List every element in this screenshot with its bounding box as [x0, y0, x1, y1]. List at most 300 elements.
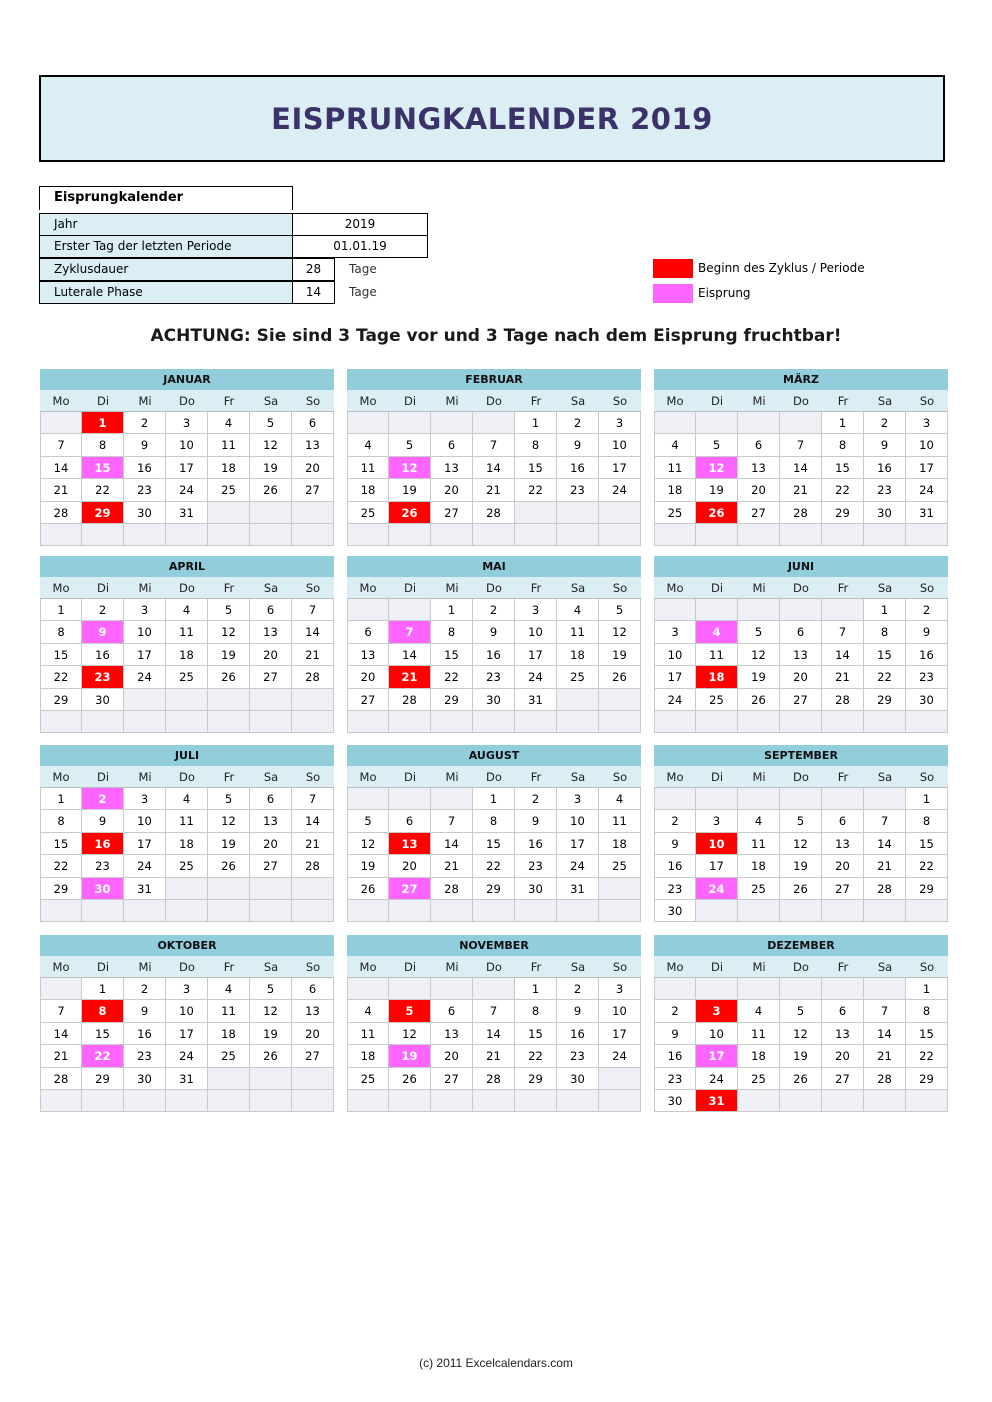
day-cell[interactable]: 30: [864, 502, 906, 524]
day-cell[interactable]: 28: [292, 855, 334, 877]
day-cell[interactable]: 26: [389, 1068, 431, 1090]
day-cell[interactable]: 16: [654, 855, 696, 877]
day-cell[interactable]: 11: [599, 810, 641, 832]
day-cell[interactable]: 14: [40, 1023, 82, 1045]
day-cell[interactable]: 2: [82, 788, 124, 810]
day-cell[interactable]: 2: [557, 412, 599, 434]
day-cell[interactable]: 5: [208, 599, 250, 621]
day-cell[interactable]: 17: [166, 457, 208, 479]
day-cell[interactable]: 9: [473, 621, 515, 643]
day-cell[interactable]: 4: [166, 788, 208, 810]
day-cell[interactable]: 24: [166, 479, 208, 501]
day-cell[interactable]: 15: [40, 833, 82, 855]
day-cell[interactable]: 24: [599, 1045, 641, 1067]
day-cell[interactable]: 20: [292, 457, 334, 479]
day-cell[interactable]: 17: [515, 644, 557, 666]
day-cell[interactable]: 26: [208, 666, 250, 688]
day-cell[interactable]: 15: [906, 833, 948, 855]
day-cell[interactable]: 20: [347, 666, 389, 688]
day-cell[interactable]: 16: [124, 1023, 166, 1045]
day-cell[interactable]: 9: [515, 810, 557, 832]
day-cell[interactable]: 8: [822, 434, 864, 456]
day-cell[interactable]: 12: [208, 810, 250, 832]
day-cell[interactable]: 1: [40, 788, 82, 810]
day-cell[interactable]: 21: [292, 833, 334, 855]
day-cell[interactable]: 3: [654, 621, 696, 643]
day-cell[interactable]: 27: [822, 1068, 864, 1090]
day-cell[interactable]: 8: [431, 621, 473, 643]
day-cell[interactable]: 11: [738, 1023, 780, 1045]
day-cell[interactable]: 17: [166, 1023, 208, 1045]
day-cell[interactable]: 12: [696, 457, 738, 479]
day-cell[interactable]: 19: [347, 855, 389, 877]
day-cell[interactable]: 7: [473, 434, 515, 456]
day-cell[interactable]: 30: [654, 900, 696, 922]
day-cell[interactable]: 14: [780, 457, 822, 479]
day-cell[interactable]: 2: [906, 599, 948, 621]
day-cell[interactable]: 26: [738, 689, 780, 711]
day-cell[interactable]: 20: [389, 855, 431, 877]
day-cell[interactable]: 8: [82, 434, 124, 456]
day-cell[interactable]: 11: [208, 434, 250, 456]
day-cell[interactable]: 21: [864, 855, 906, 877]
day-cell[interactable]: 10: [696, 1023, 738, 1045]
day-cell[interactable]: 22: [82, 479, 124, 501]
day-cell[interactable]: 12: [208, 621, 250, 643]
day-cell[interactable]: 18: [696, 666, 738, 688]
day-cell[interactable]: 10: [124, 621, 166, 643]
day-cell[interactable]: 10: [599, 434, 641, 456]
day-cell[interactable]: 4: [696, 621, 738, 643]
day-cell[interactable]: 4: [347, 434, 389, 456]
day-cell[interactable]: 16: [82, 833, 124, 855]
day-cell[interactable]: 30: [473, 689, 515, 711]
day-cell[interactable]: 10: [124, 810, 166, 832]
day-cell[interactable]: 15: [82, 457, 124, 479]
day-cell[interactable]: 3: [696, 1000, 738, 1022]
day-cell[interactable]: 31: [906, 502, 948, 524]
day-cell[interactable]: 18: [347, 1045, 389, 1067]
day-cell[interactable]: 10: [166, 1000, 208, 1022]
day-cell[interactable]: 22: [515, 479, 557, 501]
day-cell[interactable]: 29: [431, 689, 473, 711]
day-cell[interactable]: 25: [347, 1068, 389, 1090]
day-cell[interactable]: 1: [515, 978, 557, 1000]
day-cell[interactable]: 31: [515, 689, 557, 711]
day-cell[interactable]: 13: [250, 621, 292, 643]
day-cell[interactable]: 20: [250, 833, 292, 855]
day-cell[interactable]: 30: [906, 689, 948, 711]
day-cell[interactable]: 13: [347, 644, 389, 666]
day-cell[interactable]: 10: [599, 1000, 641, 1022]
day-cell[interactable]: 3: [906, 412, 948, 434]
day-cell[interactable]: 14: [292, 621, 334, 643]
day-cell[interactable]: 7: [40, 434, 82, 456]
first-day-input[interactable]: 01.01.19: [292, 235, 428, 258]
day-cell[interactable]: 29: [40, 689, 82, 711]
day-cell[interactable]: 27: [292, 479, 334, 501]
day-cell[interactable]: 20: [431, 479, 473, 501]
day-cell[interactable]: 3: [557, 788, 599, 810]
day-cell[interactable]: 21: [864, 1045, 906, 1067]
day-cell[interactable]: 27: [347, 689, 389, 711]
day-cell[interactable]: 26: [780, 878, 822, 900]
day-cell[interactable]: 11: [557, 621, 599, 643]
day-cell[interactable]: 22: [906, 855, 948, 877]
day-cell[interactable]: 27: [389, 878, 431, 900]
day-cell[interactable]: 23: [473, 666, 515, 688]
day-cell[interactable]: 23: [82, 666, 124, 688]
day-cell[interactable]: 22: [40, 666, 82, 688]
day-cell[interactable]: 31: [166, 502, 208, 524]
day-cell[interactable]: 2: [124, 978, 166, 1000]
day-cell[interactable]: 22: [40, 855, 82, 877]
day-cell[interactable]: 29: [515, 1068, 557, 1090]
day-cell[interactable]: 31: [557, 878, 599, 900]
day-cell[interactable]: 12: [250, 1000, 292, 1022]
day-cell[interactable]: 9: [654, 833, 696, 855]
day-cell[interactable]: 10: [654, 644, 696, 666]
day-cell[interactable]: 25: [738, 878, 780, 900]
day-cell[interactable]: 7: [822, 621, 864, 643]
day-cell[interactable]: 16: [82, 644, 124, 666]
day-cell[interactable]: 9: [124, 434, 166, 456]
day-cell[interactable]: 7: [473, 1000, 515, 1022]
day-cell[interactable]: 4: [738, 1000, 780, 1022]
day-cell[interactable]: 22: [906, 1045, 948, 1067]
day-cell[interactable]: 4: [557, 599, 599, 621]
day-cell[interactable]: 16: [864, 457, 906, 479]
day-cell[interactable]: 14: [473, 1023, 515, 1045]
day-cell[interactable]: 8: [473, 810, 515, 832]
day-cell[interactable]: 22: [431, 666, 473, 688]
day-cell[interactable]: 30: [82, 878, 124, 900]
day-cell[interactable]: 10: [557, 810, 599, 832]
day-cell[interactable]: 14: [473, 457, 515, 479]
day-cell[interactable]: 7: [780, 434, 822, 456]
day-cell[interactable]: 3: [124, 599, 166, 621]
day-cell[interactable]: 20: [250, 644, 292, 666]
day-cell[interactable]: 25: [654, 502, 696, 524]
day-cell[interactable]: 2: [654, 810, 696, 832]
day-cell[interactable]: 7: [292, 599, 334, 621]
day-cell[interactable]: 30: [82, 689, 124, 711]
day-cell[interactable]: 16: [906, 644, 948, 666]
day-cell[interactable]: 5: [389, 434, 431, 456]
day-cell[interactable]: 25: [208, 479, 250, 501]
day-cell[interactable]: 25: [166, 666, 208, 688]
day-cell[interactable]: 17: [696, 855, 738, 877]
cycle-length-input[interactable]: 28: [292, 258, 335, 281]
day-cell[interactable]: 23: [864, 479, 906, 501]
day-cell[interactable]: 30: [124, 1068, 166, 1090]
day-cell[interactable]: 20: [822, 1045, 864, 1067]
day-cell[interactable]: 21: [822, 666, 864, 688]
day-cell[interactable]: 4: [599, 788, 641, 810]
day-cell[interactable]: 10: [166, 434, 208, 456]
day-cell[interactable]: 19: [780, 1045, 822, 1067]
day-cell[interactable]: 28: [473, 1068, 515, 1090]
day-cell[interactable]: 26: [599, 666, 641, 688]
day-cell[interactable]: 26: [696, 502, 738, 524]
day-cell[interactable]: 6: [292, 412, 334, 434]
day-cell[interactable]: 11: [738, 833, 780, 855]
day-cell[interactable]: 27: [250, 666, 292, 688]
day-cell[interactable]: 2: [515, 788, 557, 810]
day-cell[interactable]: 19: [696, 479, 738, 501]
day-cell[interactable]: 23: [557, 479, 599, 501]
day-cell[interactable]: 25: [208, 1045, 250, 1067]
day-cell[interactable]: 19: [250, 457, 292, 479]
day-cell[interactable]: 5: [389, 1000, 431, 1022]
day-cell[interactable]: 4: [208, 412, 250, 434]
day-cell[interactable]: 18: [208, 457, 250, 479]
day-cell[interactable]: 15: [864, 644, 906, 666]
day-cell[interactable]: 16: [473, 644, 515, 666]
day-cell[interactable]: 20: [738, 479, 780, 501]
day-cell[interactable]: 30: [557, 1068, 599, 1090]
day-cell[interactable]: 14: [864, 833, 906, 855]
day-cell[interactable]: 28: [389, 689, 431, 711]
day-cell[interactable]: 20: [292, 1023, 334, 1045]
day-cell[interactable]: 19: [389, 1045, 431, 1067]
day-cell[interactable]: 29: [82, 1068, 124, 1090]
day-cell[interactable]: 5: [738, 621, 780, 643]
day-cell[interactable]: 10: [696, 833, 738, 855]
day-cell[interactable]: 21: [431, 855, 473, 877]
day-cell[interactable]: 19: [738, 666, 780, 688]
day-cell[interactable]: 16: [654, 1045, 696, 1067]
day-cell[interactable]: 2: [124, 412, 166, 434]
day-cell[interactable]: 4: [738, 810, 780, 832]
day-cell[interactable]: 21: [40, 1045, 82, 1067]
day-cell[interactable]: 23: [124, 1045, 166, 1067]
day-cell[interactable]: 30: [124, 502, 166, 524]
day-cell[interactable]: 29: [906, 878, 948, 900]
day-cell[interactable]: 8: [515, 434, 557, 456]
day-cell[interactable]: 17: [599, 457, 641, 479]
day-cell[interactable]: 19: [599, 644, 641, 666]
day-cell[interactable]: 20: [822, 855, 864, 877]
day-cell[interactable]: 23: [654, 1068, 696, 1090]
day-cell[interactable]: 27: [250, 855, 292, 877]
day-cell[interactable]: 6: [780, 621, 822, 643]
day-cell[interactable]: 12: [780, 1023, 822, 1045]
day-cell[interactable]: 17: [599, 1023, 641, 1045]
day-cell[interactable]: 7: [389, 621, 431, 643]
day-cell[interactable]: 24: [557, 855, 599, 877]
day-cell[interactable]: 1: [40, 599, 82, 621]
day-cell[interactable]: 15: [515, 457, 557, 479]
day-cell[interactable]: 13: [389, 833, 431, 855]
day-cell[interactable]: 5: [696, 434, 738, 456]
day-cell[interactable]: 6: [292, 978, 334, 1000]
day-cell[interactable]: 20: [780, 666, 822, 688]
day-cell[interactable]: 1: [473, 788, 515, 810]
day-cell[interactable]: 25: [166, 855, 208, 877]
day-cell[interactable]: 23: [557, 1045, 599, 1067]
day-cell[interactable]: 11: [696, 644, 738, 666]
day-cell[interactable]: 28: [292, 666, 334, 688]
day-cell[interactable]: 6: [431, 434, 473, 456]
day-cell[interactable]: 13: [292, 1000, 334, 1022]
day-cell[interactable]: 1: [431, 599, 473, 621]
day-cell[interactable]: 14: [864, 1023, 906, 1045]
day-cell[interactable]: 26: [347, 878, 389, 900]
day-cell[interactable]: 17: [557, 833, 599, 855]
day-cell[interactable]: 19: [250, 1023, 292, 1045]
day-cell[interactable]: 6: [389, 810, 431, 832]
day-cell[interactable]: 12: [389, 457, 431, 479]
day-cell[interactable]: 9: [654, 1023, 696, 1045]
day-cell[interactable]: 28: [473, 502, 515, 524]
day-cell[interactable]: 6: [250, 599, 292, 621]
day-cell[interactable]: 9: [906, 621, 948, 643]
day-cell[interactable]: 23: [654, 878, 696, 900]
day-cell[interactable]: 22: [822, 479, 864, 501]
day-cell[interactable]: 13: [431, 457, 473, 479]
day-cell[interactable]: 13: [780, 644, 822, 666]
day-cell[interactable]: 12: [738, 644, 780, 666]
day-cell[interactable]: 1: [864, 599, 906, 621]
day-cell[interactable]: 23: [82, 855, 124, 877]
day-cell[interactable]: 15: [431, 644, 473, 666]
day-cell[interactable]: 8: [40, 621, 82, 643]
day-cell[interactable]: 2: [473, 599, 515, 621]
day-cell[interactable]: 18: [166, 644, 208, 666]
day-cell[interactable]: 3: [124, 788, 166, 810]
day-cell[interactable]: 2: [864, 412, 906, 434]
day-cell[interactable]: 15: [822, 457, 864, 479]
day-cell[interactable]: 2: [654, 1000, 696, 1022]
day-cell[interactable]: 29: [906, 1068, 948, 1090]
day-cell[interactable]: 5: [250, 412, 292, 434]
day-cell[interactable]: 29: [864, 689, 906, 711]
day-cell[interactable]: 28: [822, 689, 864, 711]
day-cell[interactable]: 18: [166, 833, 208, 855]
day-cell[interactable]: 8: [906, 1000, 948, 1022]
day-cell[interactable]: 28: [780, 502, 822, 524]
day-cell[interactable]: 1: [906, 788, 948, 810]
day-cell[interactable]: 18: [738, 1045, 780, 1067]
day-cell[interactable]: 11: [347, 457, 389, 479]
day-cell[interactable]: 11: [347, 1023, 389, 1045]
day-cell[interactable]: 3: [599, 412, 641, 434]
day-cell[interactable]: 15: [473, 833, 515, 855]
day-cell[interactable]: 6: [347, 621, 389, 643]
day-cell[interactable]: 10: [515, 621, 557, 643]
day-cell[interactable]: 8: [906, 810, 948, 832]
day-cell[interactable]: 26: [389, 502, 431, 524]
day-cell[interactable]: 24: [166, 1045, 208, 1067]
day-cell[interactable]: 5: [347, 810, 389, 832]
day-cell[interactable]: 27: [431, 502, 473, 524]
day-cell[interactable]: 27: [738, 502, 780, 524]
day-cell[interactable]: 12: [389, 1023, 431, 1045]
day-cell[interactable]: 23: [906, 666, 948, 688]
day-cell[interactable]: 15: [82, 1023, 124, 1045]
luteal-phase-input[interactable]: 14: [292, 281, 335, 304]
day-cell[interactable]: 14: [822, 644, 864, 666]
day-cell[interactable]: 22: [473, 855, 515, 877]
day-cell[interactable]: 19: [389, 479, 431, 501]
day-cell[interactable]: 24: [599, 479, 641, 501]
day-cell[interactable]: 14: [40, 457, 82, 479]
day-cell[interactable]: 10: [906, 434, 948, 456]
day-cell[interactable]: 14: [292, 810, 334, 832]
day-cell[interactable]: 7: [292, 788, 334, 810]
day-cell[interactable]: 16: [515, 833, 557, 855]
day-cell[interactable]: 19: [780, 855, 822, 877]
day-cell[interactable]: 3: [166, 412, 208, 434]
day-cell[interactable]: 6: [738, 434, 780, 456]
day-cell[interactable]: 27: [431, 1068, 473, 1090]
day-cell[interactable]: 22: [864, 666, 906, 688]
day-cell[interactable]: 11: [654, 457, 696, 479]
day-cell[interactable]: 30: [515, 878, 557, 900]
day-cell[interactable]: 13: [822, 833, 864, 855]
day-cell[interactable]: 16: [557, 457, 599, 479]
day-cell[interactable]: 3: [696, 810, 738, 832]
day-cell[interactable]: 11: [166, 810, 208, 832]
day-cell[interactable]: 28: [40, 502, 82, 524]
day-cell[interactable]: 17: [696, 1045, 738, 1067]
day-cell[interactable]: 26: [208, 855, 250, 877]
day-cell[interactable]: 15: [906, 1023, 948, 1045]
day-cell[interactable]: 25: [738, 1068, 780, 1090]
day-cell[interactable]: 29: [822, 502, 864, 524]
day-cell[interactable]: 1: [82, 412, 124, 434]
day-cell[interactable]: 13: [250, 810, 292, 832]
day-cell[interactable]: 4: [654, 434, 696, 456]
day-cell[interactable]: 1: [906, 978, 948, 1000]
day-cell[interactable]: 11: [208, 1000, 250, 1022]
day-cell[interactable]: 5: [780, 810, 822, 832]
day-cell[interactable]: 4: [208, 978, 250, 1000]
day-cell[interactable]: 3: [515, 599, 557, 621]
day-cell[interactable]: 3: [599, 978, 641, 1000]
day-cell[interactable]: 31: [696, 1090, 738, 1112]
day-cell[interactable]: 8: [515, 1000, 557, 1022]
day-cell[interactable]: 15: [515, 1023, 557, 1045]
day-cell[interactable]: 25: [347, 502, 389, 524]
day-cell[interactable]: 29: [82, 502, 124, 524]
day-cell[interactable]: 21: [780, 479, 822, 501]
day-cell[interactable]: 5: [780, 1000, 822, 1022]
day-cell[interactable]: 13: [822, 1023, 864, 1045]
day-cell[interactable]: 6: [822, 1000, 864, 1022]
day-cell[interactable]: 2: [82, 599, 124, 621]
day-cell[interactable]: 21: [473, 1045, 515, 1067]
day-cell[interactable]: 28: [431, 878, 473, 900]
day-cell[interactable]: 12: [347, 833, 389, 855]
day-cell[interactable]: 12: [250, 434, 292, 456]
day-cell[interactable]: 11: [166, 621, 208, 643]
day-cell[interactable]: 16: [557, 1023, 599, 1045]
day-cell[interactable]: 27: [780, 689, 822, 711]
day-cell[interactable]: 5: [208, 788, 250, 810]
day-cell[interactable]: 24: [696, 878, 738, 900]
day-cell[interactable]: 27: [822, 878, 864, 900]
day-cell[interactable]: 27: [292, 1045, 334, 1067]
day-cell[interactable]: 13: [292, 434, 334, 456]
day-cell[interactable]: 13: [431, 1023, 473, 1045]
day-cell[interactable]: 26: [250, 479, 292, 501]
day-cell[interactable]: 18: [557, 644, 599, 666]
day-cell[interactable]: 21: [40, 479, 82, 501]
day-cell[interactable]: 31: [124, 878, 166, 900]
day-cell[interactable]: 6: [250, 788, 292, 810]
